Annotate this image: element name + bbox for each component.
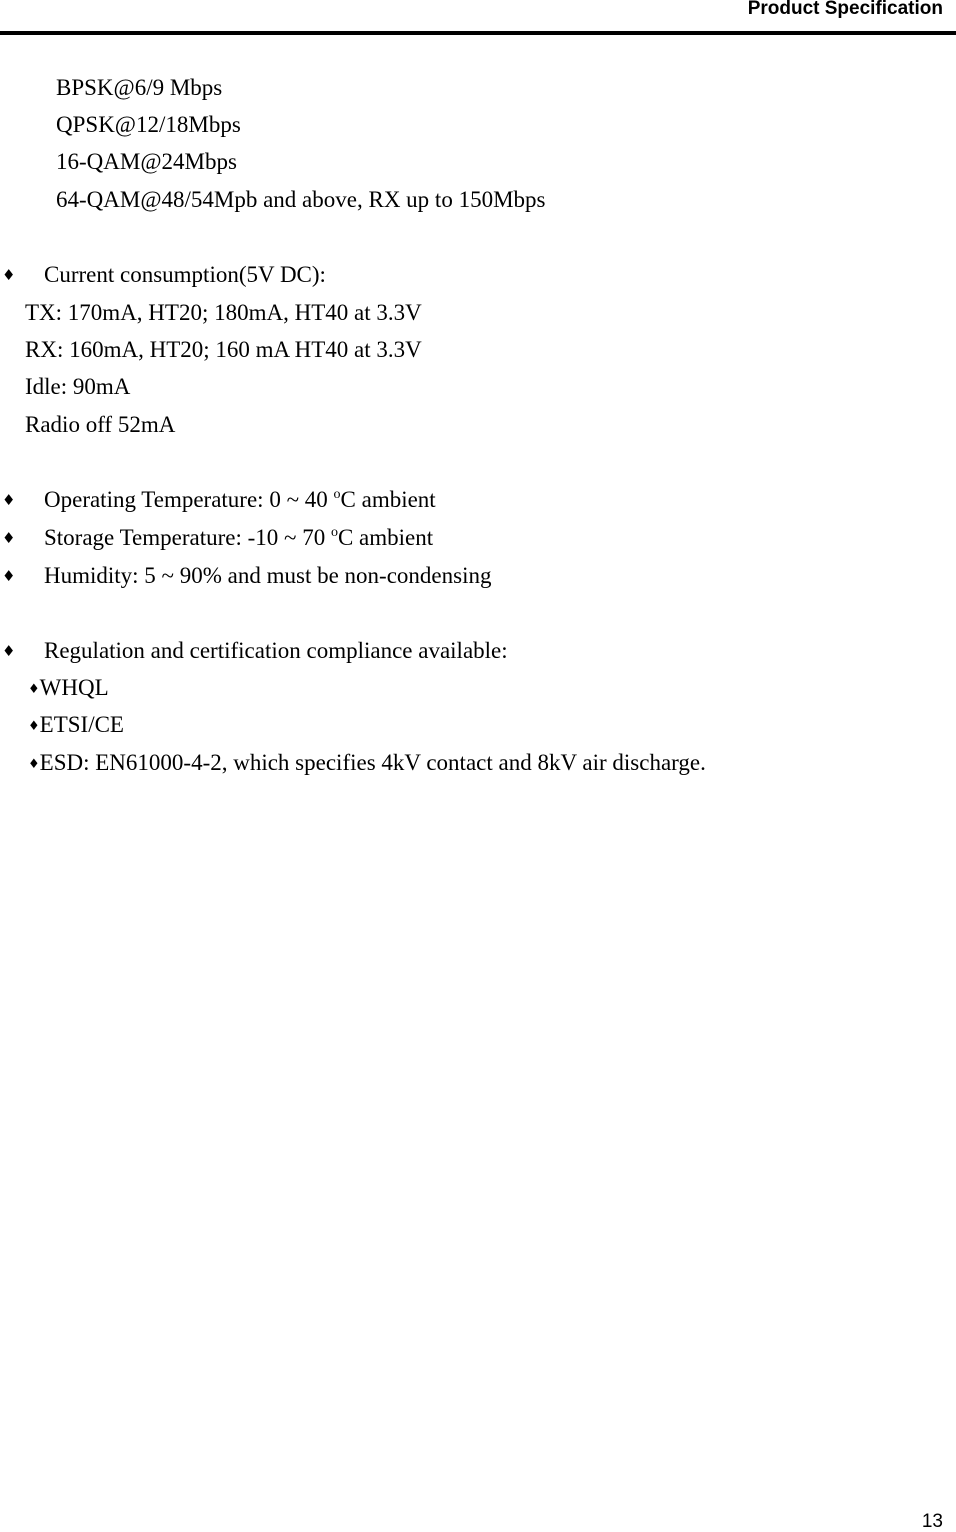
diamond-bullet-icon: ♦: [2, 642, 16, 660]
humidity: Humidity: 5 ~ 90% and must be non-condensing: [44, 563, 492, 588]
modulation-item: QPSK@12/18Mbps: [56, 112, 241, 137]
operating-temperature: Operating Temperature: 0 ~ 40 $^o$C ambient: [44, 487, 436, 512]
page-number: 13: [921, 1511, 943, 1532]
current-consumption-heading: Current consumption(5V DC):: [44, 262, 326, 287]
page-header-title: Product Specification: [747, 0, 943, 19]
regulation-item: ♦WHQL: [28, 675, 109, 700]
regulation-item: ♦ESD: EN61000-4-2, which specifies 4kV contact and 8kV air discharge.: [28, 750, 706, 775]
storage-temperature: Storage Temperature: -10 ~ 70 $^o$C ambient: [44, 525, 434, 550]
diamond-bullet-icon: ♦: [2, 491, 16, 509]
modulation-item: BPSK@6/9 Mbps: [56, 75, 223, 100]
modulation-item: 16-QAM@24Mbps: [56, 149, 237, 174]
diamond-bullet-icon: ♦: [28, 719, 40, 734]
header-rule: [0, 31, 956, 35]
diamond-bullet-icon: ♦: [28, 682, 40, 697]
modulation-item: 64-QAM@48/54Mpb and above, RX up to 150Mbps: [56, 187, 546, 212]
current-item: RX: 160mA, HT20; 160 mA HT40 at 3.3V: [25, 337, 422, 362]
regulation-item: ♦ETSI/CE: [28, 712, 124, 737]
diamond-bullet-icon: ♦: [2, 567, 16, 585]
diamond-bullet-icon: ♦: [28, 757, 40, 772]
regulation-heading: Regulation and certification compliance available:: [44, 638, 508, 663]
current-item: Idle: 90mA: [25, 374, 131, 399]
diamond-bullet-icon: ♦: [2, 266, 16, 284]
current-item: Radio off 52mA: [25, 412, 176, 437]
diamond-bullet-icon: ♦: [2, 529, 16, 547]
current-item: TX: 170mA, HT20; 180mA, HT40 at 3.3V: [25, 300, 422, 325]
